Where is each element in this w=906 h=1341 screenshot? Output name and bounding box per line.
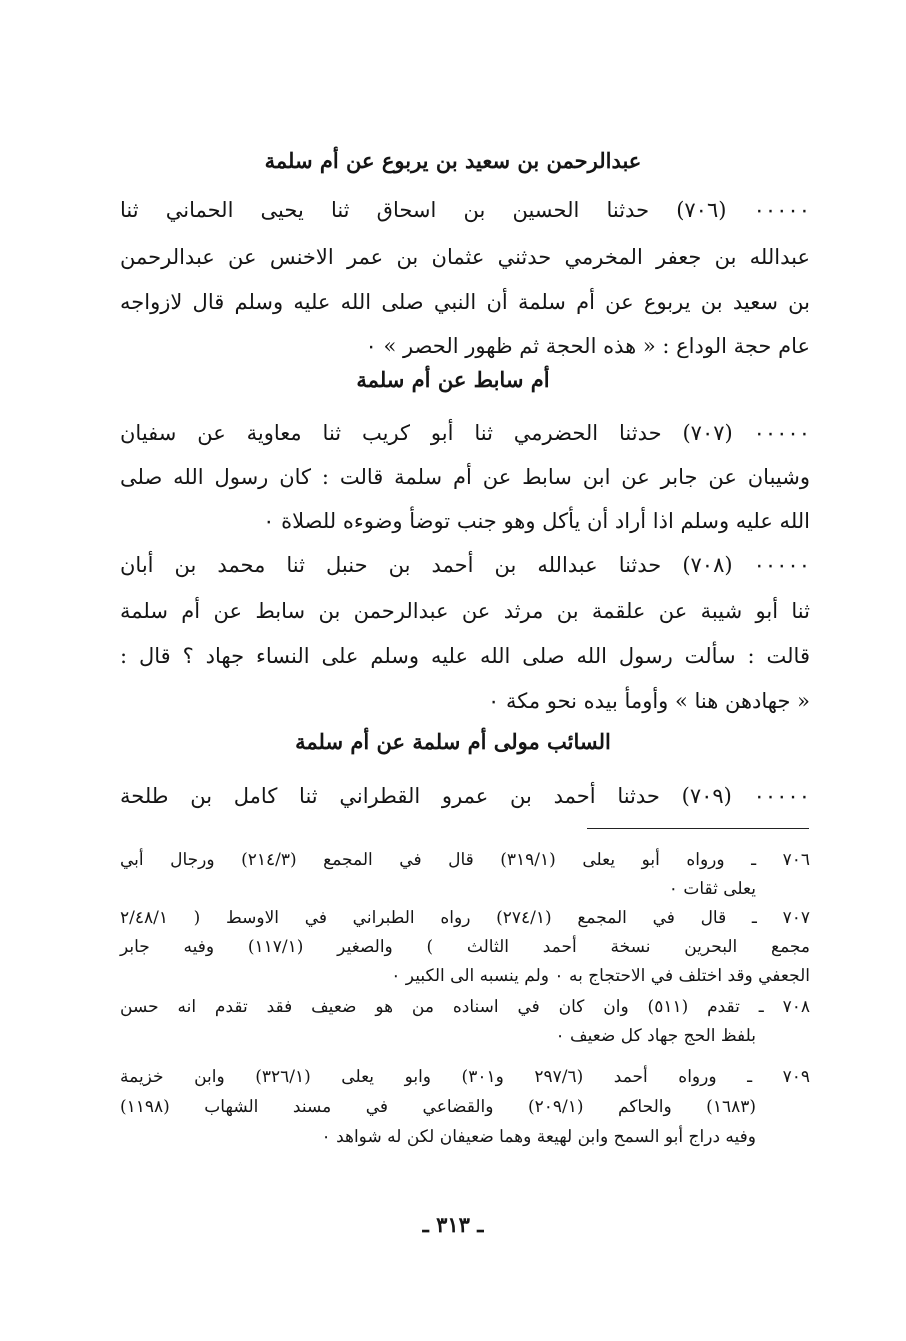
footnote-line: الجعفي وقد اختلف في الاحتجاج به ٠ ولم ينسبه الى الكبير ٠: [391, 966, 810, 986]
footnote-separator: [587, 828, 809, 829]
text-line: وشيبان عن جابر عن ابن سابط عن أم سلمة قالت : كان رسول الله صلى: [120, 465, 810, 489]
footnote-line: ٧٠٦ ـ ورواه أبو يعلى (٣١٩/١) قال في المجمع (٢١٤/٣) ورجال أبي: [120, 850, 811, 870]
section-heading-al-saib: السائب مولى أم سلمة عن أم سلمة: [295, 729, 611, 754]
footnote-line: ٧٠٨ ـ تقدم (٥١١) وان كان في اسناده من هو ضعيف فقد تقدم انه حسن: [120, 997, 810, 1017]
text-line: ٠٠٠٠٠ (٧٠٦) حدثنا الحسين بن اسحاق ثنا يحيى الحماني ثنا: [120, 198, 810, 222]
text-line: عبدالله بن جعفر المخرمي حدثني عثمان بن عمر الاخنس عن عبدالرحمن: [120, 245, 810, 269]
footnote-line: يعلى ثقات ٠: [668, 879, 756, 899]
text-line: بن سعيد بن يربوع عن أم سلمة أن النبي صلى الله عليه وسلم قال لازواجه: [120, 290, 810, 314]
footnote-line: ٧٠٩ ـ ورواه أحمد (٢٩٧/٦ و٣٠١) وابو يعلى (٣٢٦/١) وابن خزيمة: [120, 1067, 810, 1087]
text-line: ثنا أبو شيبة عن علقمة بن مرثد عن عبدالرحمن بن سابط عن أم سلمة: [120, 599, 810, 623]
footnote-line: (١٦٨٣) والحاكم (٢٠٩/١) والقضاعي في مسند الشهاب (١١٩٨): [120, 1097, 756, 1117]
text-line: الله عليه وسلم اذا أراد أن يأكل وهو جنب توضأ وضوءه للصلاة ٠: [263, 509, 810, 533]
text-line: ٠٠٠٠٠ (٧٠٨) حدثنا عبدالله بن أحمد بن حنبل ثنا محمد بن أبان: [120, 553, 810, 577]
text-line: قالت : سألت رسول الله صلى الله عليه وسلم على النساء جهاد ؟ قال :: [120, 644, 810, 668]
footnote-line: مجمع البحرين نسخة أحمد الثالث ) والصغير (١١٧/١) وفيه جابر: [120, 937, 810, 957]
footnote-line: بلفظ الحج جهاد كل ضعيف ٠: [555, 1026, 756, 1046]
section-heading-abdulrahman: عبدالرحمن بن سعيد بن يربوع عن أم سلمة: [264, 148, 642, 173]
text-line: عام حجة الوداع : « هذه الحجة ثم ظهور الحصر » ٠: [365, 334, 810, 358]
footnote-line: وفيه دراج أبو السمح وابن لهيعة وهما ضعيفان لكن له شواهد ٠: [321, 1127, 756, 1147]
section-heading-umm-sabit: أم سابط عن أم سلمة: [356, 367, 550, 392]
text-line: « جهادهن هنا » وأومأ بيده نحو مكة ٠: [488, 689, 810, 713]
footnote-line: ٧٠٧ ـ قال في المجمع (٢٧٤/١) رواه الطبراني في الاوسط ( ٢/٤٨/١: [120, 908, 810, 928]
text-line: ٠٠٠٠٠ (٧٠٧) حدثنا الحضرمي ثنا أبو كريب ثنا معاوية عن سفيان: [120, 421, 810, 445]
page-number: ـ ٣١٣ ـ: [422, 1212, 484, 1237]
text-line: ٠٠٠٠٠ (٧٠٩) حدثنا أحمد بن عمرو القطراني ثنا كامل بن طلحة: [120, 784, 810, 808]
